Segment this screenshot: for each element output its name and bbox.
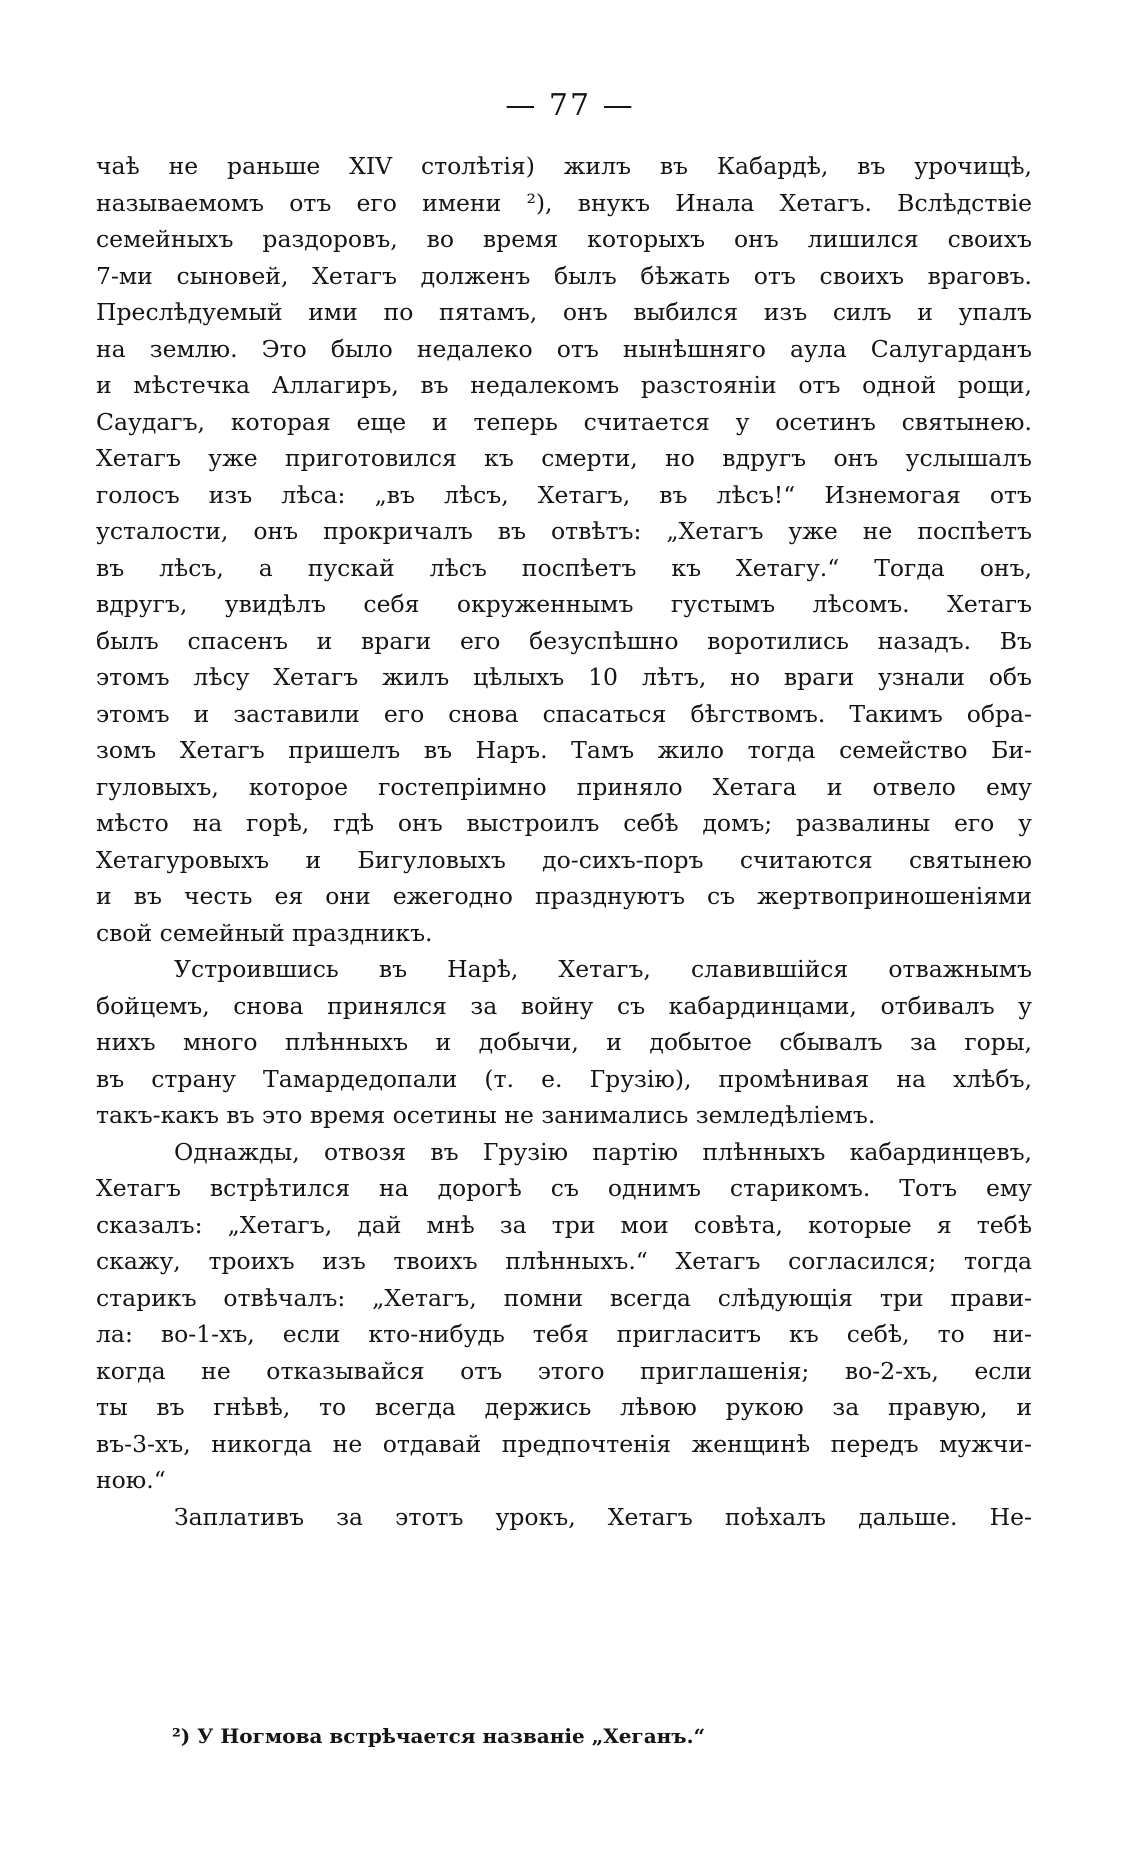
text-line: вдругъ, увидѣлъ себя окруженнымъ густымъ лѣсомъ. Хетагъ bbox=[96, 590, 1032, 618]
text-line: въ лѣсъ, а пускай лѣсъ поспѣетъ къ Хетагу.“ Тогда онъ, bbox=[96, 553, 1032, 582]
text-line: такъ-какъ въ это время осетины не занимались земледѣліемъ. bbox=[96, 1101, 876, 1129]
text-line: Однажды, отвозя въ Грузію партію плѣнныхъ кабардинцевъ, bbox=[174, 1137, 1032, 1166]
text-line: и мѣстечка Аллагиръ, въ недалекомъ разстояніи отъ одной рощи, bbox=[96, 371, 1032, 399]
text-line: усталости, онъ прокричалъ въ отвѣтъ: „Хетагъ уже не поспѣетъ bbox=[96, 517, 1032, 545]
text-line: старикъ отвѣчалъ: „Хетагъ, помни всегда слѣдующія три прави- bbox=[96, 1283, 1032, 1312]
text-line: Заплативъ за этотъ урокъ, Хетагъ поѣхалъ дальше. Не- bbox=[174, 1502, 1032, 1531]
text-line: 7-ми сыновей, Хетагъ долженъ былъ бѣжать отъ своихъ враговъ. bbox=[96, 261, 1032, 290]
text-line: голосъ изъ лѣса: „въ лѣсъ, Хетагъ, въ лѣсъ!“ Изнемогая отъ bbox=[96, 480, 1032, 509]
text-line: мѣсто на горѣ, гдѣ онъ выстроилъ себѣ домъ; развалины его у bbox=[96, 809, 1032, 837]
body-text bbox=[96, 148, 1032, 1535]
text-line: семейныхъ раздоровъ, во время которыхъ онъ лишился своихъ bbox=[96, 225, 1032, 253]
text-line: ты въ гнѣвѣ, то всегда держись лѣвою рукою за правую, и bbox=[96, 1393, 1032, 1421]
text-line: чаѣ не раньше XIV столѣтія) жилъ въ Кабардѣ, въ урочищѣ, bbox=[96, 152, 1032, 180]
text-line: Хетагуровыхъ и Бигуловыхъ до-сихъ-поръ считаются святынею bbox=[96, 845, 1032, 874]
text-line: и въ честь ея они ежегодно празднуютъ съ жертвоприношеніями bbox=[96, 882, 1032, 910]
text-line: гуловыхъ, которое гостепріимно приняло Хетага и отвело ему bbox=[96, 772, 1032, 801]
text-line: этомъ лѣсу Хетагъ жилъ цѣлыхъ 10 лѣтъ, но враги узнали объ bbox=[96, 663, 1032, 691]
text-line: бойцемъ, снова принялся за войну съ кабардинцами, отбивалъ у bbox=[96, 991, 1032, 1020]
footnote: ²) У Ногмова встрѣчается названіе „Хеганъ.“ bbox=[172, 1724, 706, 1748]
text-line: скажу, троихъ изъ твоихъ плѣнныхъ.“ Хетагъ согласился; тогда bbox=[96, 1247, 1032, 1275]
text-line: сказалъ: „Хетагъ, дай мнѣ за три мои совѣта, которые я тебѣ bbox=[96, 1210, 1032, 1239]
text-line: называемомъ отъ его имени ²), внукъ Инала Хетагъ. Вслѣдствіе bbox=[96, 188, 1032, 217]
page-number: — 77 — bbox=[505, 88, 635, 123]
text-line: этомъ и заставили его снова спасаться бѣгствомъ. Такимъ обра- bbox=[96, 699, 1032, 728]
text-line: Устроившись въ Нарѣ, Хетагъ, славившійся отважнымъ bbox=[174, 955, 1032, 983]
text-line: Преслѣдуемый ими по пятамъ, онъ выбился изъ силъ и упалъ bbox=[96, 298, 1032, 326]
text-line: нихъ много плѣнныхъ и добычи, и добытое сбывалъ за горы, bbox=[96, 1028, 1032, 1056]
text-line: Саудагъ, которая еще и теперь считается у осетинъ святынею. bbox=[96, 407, 1032, 436]
text-line: свой семейный праздникъ. bbox=[96, 918, 433, 947]
text-line: ла: во-1-хъ, если кто-нибудь тебя пригласитъ къ себѣ, то ни- bbox=[96, 1320, 1032, 1348]
text-line: на землю. Это было недалеко отъ нынѣшняго аула Салугарданъ bbox=[96, 334, 1032, 363]
text-line: былъ спасенъ и враги его безуспѣшно воротились назадъ. Въ bbox=[96, 626, 1032, 655]
text-line: зомъ Хетагъ пришелъ въ Наръ. Тамъ жило тогда семейство Би- bbox=[96, 736, 1032, 764]
text-line: ною.“ bbox=[96, 1466, 166, 1494]
text-line: Хетагъ встрѣтился на дорогѣ съ однимъ старикомъ. Тотъ ему bbox=[96, 1174, 1032, 1202]
text-line: въ-3-хъ, никогда не отдавай предпочтенія женщинѣ передъ мужчи- bbox=[96, 1429, 1032, 1458]
text-line: когда не отказывайся отъ этого приглашенія; во-2-хъ, если bbox=[96, 1356, 1032, 1385]
text-line: Хетагъ уже приготовился къ смерти, но вдругъ онъ услышалъ bbox=[96, 444, 1032, 472]
text-line: въ страну Тамардедопали (т. е. Грузію), промѣнивая на хлѣбъ, bbox=[96, 1064, 1032, 1093]
